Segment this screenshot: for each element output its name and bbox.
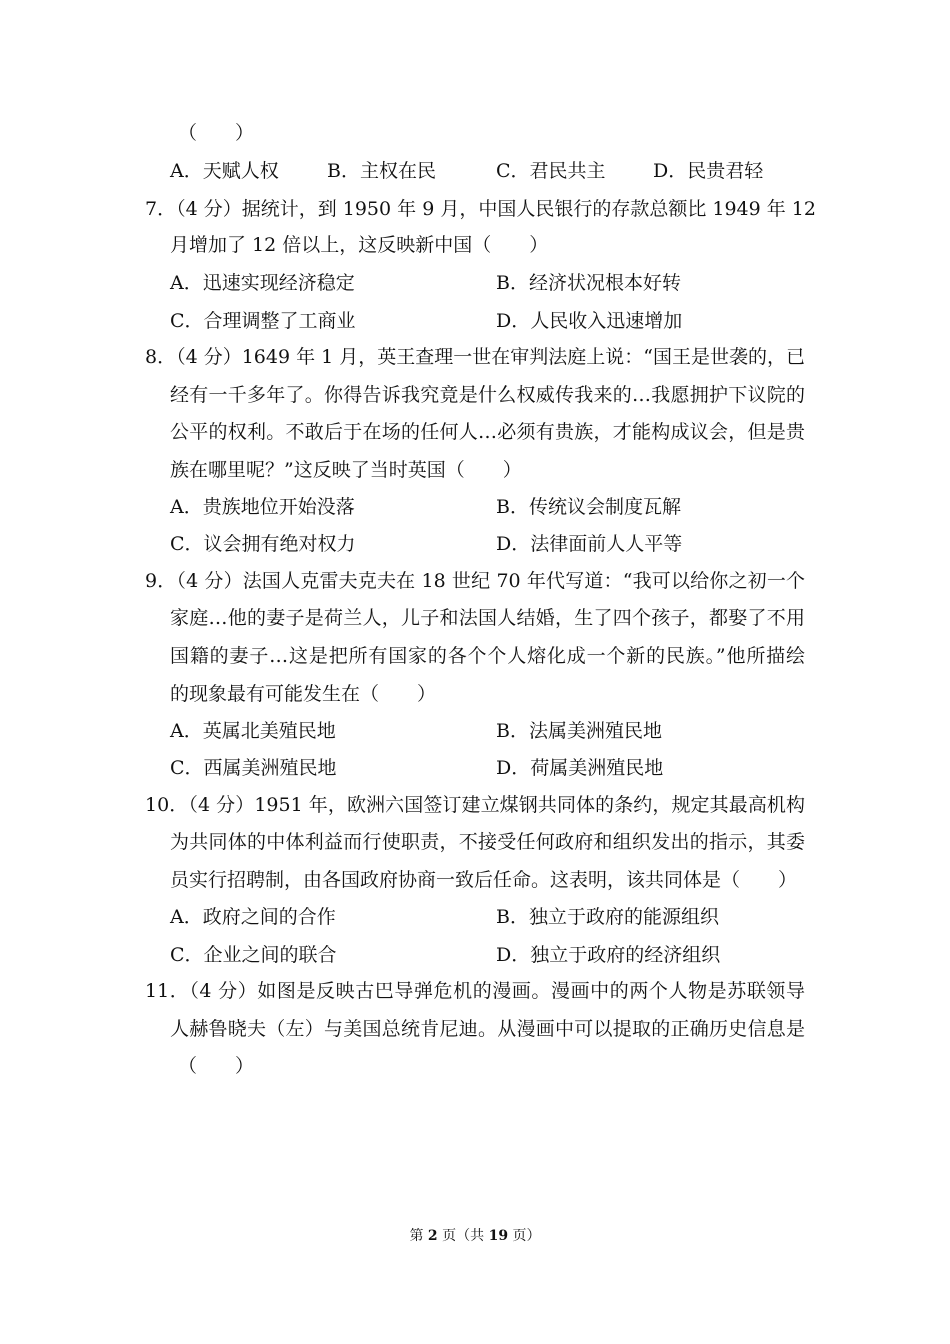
q9-option-c: C．西属美洲殖民地 [170, 757, 337, 779]
q9-option-d: D．荷属美洲殖民地 [496, 757, 664, 779]
footer-page-number: 2 [427, 1228, 438, 1244]
q6-option-a: A．天赋人权 [170, 160, 279, 182]
page-footer [0, 1226, 950, 1246]
footer-mid: 页（共 [437, 1228, 489, 1244]
q8-stem-line-3: 公平的权利。不敢后于在场的任何人…必须有贵族，才能构成议会，但是贵 [170, 421, 805, 443]
q8-option-b: B．传统议会制度瓦解 [496, 496, 681, 518]
q9-stem-line-2: 家庭…他的妻子是荷兰人，儿子和法国人结婚，生了四个孩子，都娶了不用 [170, 607, 805, 629]
q10-stem-line-3: 员实行招聘制，由各国政府协商一致后任命。这表明，该共同体是（ ） [170, 869, 798, 891]
q10-stem-line-1: 10．（4 分）1951 年，欧洲六国签订建立煤钢共同体的条约，规定其最高机构 [145, 794, 805, 816]
q9-stem-line-3: 国籍的妻子…这是把所有国家的各个个人熔化成一个新的民族。”他所描绘 [170, 645, 805, 667]
footer-prefix: 第 [409, 1228, 428, 1244]
q6-option-c: C．君民共主 [496, 160, 606, 182]
q7-option-d: D．人民收入迅速增加 [496, 310, 683, 332]
q11-stem-line-2: 人赫鲁晓夫（左）与美国总统肯尼迪。从漫画中可以提取的正确历史信息是 [170, 1018, 805, 1040]
q11-stem-line-1: 11．（4 分）如图是反映古巴导弹危机的漫画。漫画中的两个人物是苏联领导 [145, 980, 805, 1002]
footer-total-pages: 19 [488, 1228, 509, 1244]
q10-option-c: C．企业之间的联合 [170, 944, 337, 966]
q8-stem-line-1: 8．（4 分）1649 年 1 月，英王查理一世在审判法庭上说：“国王是世袭的，已 [145, 346, 805, 368]
q10-stem-line-2: 为共同体的中体利益而行使职责，不接受任何政府和组织发出的指示，其委 [170, 831, 805, 853]
q8-option-c: C．议会拥有绝对权力 [170, 533, 356, 555]
q9-stem-line-1: 9．（4 分）法国人克雷夫克夫在 18 世纪 70 年代写道：“我可以给你之初一个 [145, 570, 805, 592]
q7-stem-line-1: 7．（4 分）据统计，到 1950 年 9 月，中国人民银行的存款总额比 1949 年 12 [145, 198, 816, 220]
q9-option-a: A．英属北美殖民地 [170, 720, 336, 742]
q6-option-b: B．主权在民 [327, 160, 436, 182]
q8-stem-line-2: 经有一千多年了。你得告诉我究竟是什么权威传我来的…我愿拥护下议院的 [170, 384, 805, 406]
q7-option-c: C．合理调整了工商业 [170, 310, 356, 332]
q6-option-d: D．民贵君轻 [653, 160, 764, 182]
q9-option-b: B．法属美洲殖民地 [496, 720, 662, 742]
q6-answer-paren: （ ） [178, 122, 255, 144]
q7-stem-line-2: 月增加了 12 倍以上，这反映新中国（ ） [170, 234, 549, 256]
footer-suffix: 页） [508, 1228, 541, 1244]
q8-option-d: D．法律面前人人平等 [496, 533, 683, 555]
q10-option-d: D．独立于政府的经济组织 [496, 944, 721, 966]
q7-option-a: A．迅速实现经济稳定 [170, 272, 355, 294]
q8-stem-line-4: 族在哪里呢？”这反映了当时英国（ ） [170, 459, 522, 481]
q11-answer-paren: （ ） [178, 1055, 255, 1077]
q10-option-b: B．独立于政府的能源组织 [496, 906, 719, 928]
q8-option-a: A．贵族地位开始没落 [170, 496, 355, 518]
q7-option-b: B．经济状况根本好转 [496, 272, 681, 294]
q9-stem-line-4: 的现象最有可能发生在（ ） [170, 683, 437, 705]
q10-option-a: A．政府之间的合作 [170, 906, 336, 928]
